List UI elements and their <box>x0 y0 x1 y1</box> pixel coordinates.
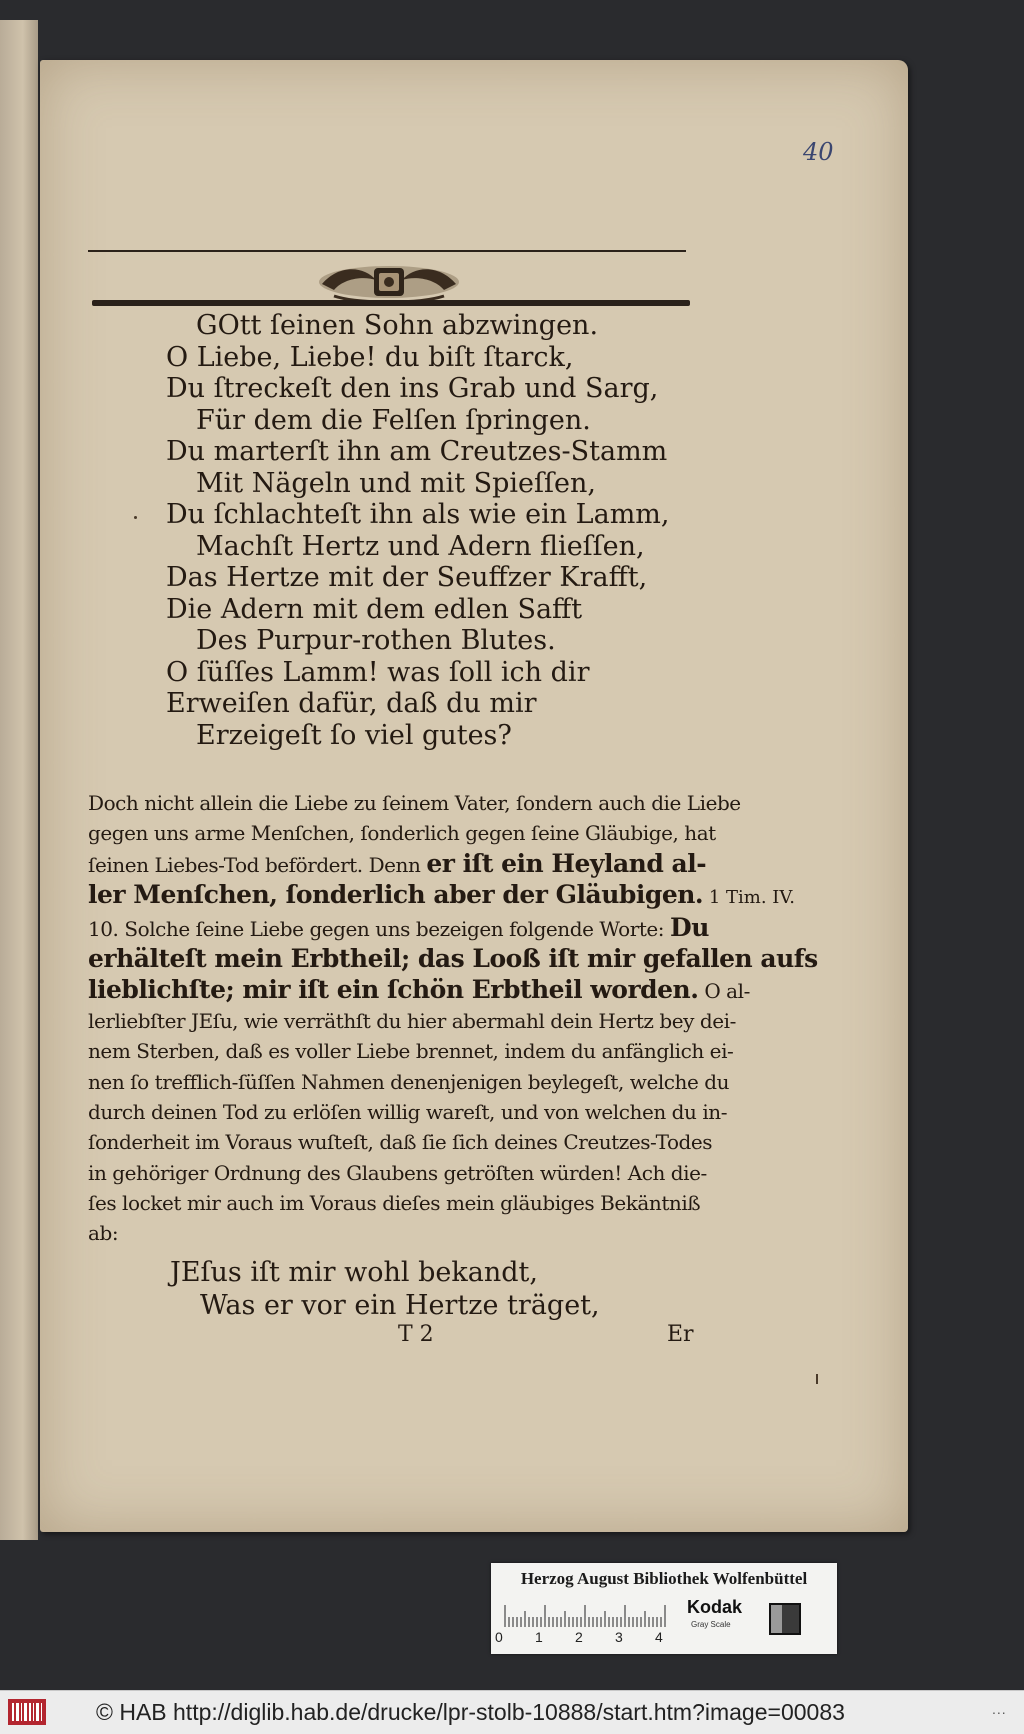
verse-line: O Liebe, Liebe! du biſt ſtarck, <box>166 341 574 373</box>
gray-scale-label: Gray Scale <box>691 1620 731 1629</box>
prose-line: lerliebſter JEſu, wie verräthſt du hier abermahl dein Hertz bey dei- <box>88 1009 736 1034</box>
prose-text: ſeinen Liebes-Tod befördert. Denn <box>88 852 427 877</box>
ornament-vignette <box>314 256 464 306</box>
verse-line: Das Hertze mit der Seuffzer Krafft, <box>166 562 648 593</box>
prose-line <box>88 879 795 913</box>
prose-line <box>88 913 709 944</box>
status-bar <box>0 1690 1024 1734</box>
ornament-rule <box>92 300 690 306</box>
library-name: Herzog August Bibliothek Wolfenbüttel <box>520 1569 808 1588</box>
ruler-scale <box>499 1601 679 1627</box>
ruler-number: 0 <box>495 1629 503 1645</box>
emphasis-text: Du <box>670 913 709 943</box>
verse-line: Die Adern mit dem edlen Safft <box>166 593 583 625</box>
prose-line: durch deinen Tod zu erlöſen willig wareſt, und von welchen du in- <box>88 1099 728 1124</box>
more-icon[interactable]: ... <box>992 1701 1007 1717</box>
page-number: 40 <box>803 138 834 166</box>
verse-line: Erweiſen dafür, daß du mir <box>166 688 537 719</box>
ink-speck <box>816 1374 818 1384</box>
signature-mark: T 2 <box>398 1322 434 1347</box>
facing-page-edge <box>0 20 38 1540</box>
verse-line: Du ſtreckeſt den ins Grab und Sarg, <box>166 373 659 404</box>
prose-line: nen ſo trefflich-ſüſſen Nahmen denenjenigen beylegeſt, welche du <box>88 1069 730 1094</box>
prose-line: ſonderheit im Voraus wuſteſt, daß ſie ſich deines Creutzes-Todes <box>88 1130 713 1155</box>
verse-line: JEſus iſt mir wohl bekandt, <box>170 1257 538 1288</box>
verse-line: Mit Nägeln und mit Spieſſen, <box>196 467 596 499</box>
barcode-icon <box>8 1699 46 1725</box>
gray-swatch <box>769 1603 801 1635</box>
prose-line <box>88 848 707 880</box>
top-rule <box>88 250 686 252</box>
verse-line: O ſüſſes Lamm! was ſoll ich dir <box>166 656 590 688</box>
verse-line: Für dem die Felſen ſpringen. <box>196 404 591 436</box>
prose-line: ſes locket mir auch im Voraus dieſes mein gläubiges Bekäntniß <box>88 1190 701 1215</box>
prose-line: in gehöriger Ordnung des Glaubens getröſten würden! Ach die- <box>88 1160 707 1185</box>
verse-line: Des Purpur-rothen Blutes. <box>196 625 556 656</box>
ruler-number: 2 <box>575 1629 583 1645</box>
verse-block-1 <box>166 310 670 751</box>
prose-line: erhälteſt mein Erbtheil; das Looß iſt mir gefallen aufs <box>88 944 818 974</box>
prose-text: O al- <box>698 978 750 1003</box>
ruler-number: 3 <box>615 1629 623 1645</box>
emphasis-text: lieblichſte; mir iſt ein ſchön Erbtheil worden. <box>88 974 699 1004</box>
prose-line <box>88 974 750 1006</box>
prose-line: nem Sterben, daß es voller Liebe brennet, indem du anfänglich ei- <box>88 1039 734 1064</box>
prose-line: Doch nicht allein die Liebe zu ſeinem Vater, ſondern auch die Liebe <box>88 791 741 815</box>
emphasis-text: ler Menſchen, ſonderlich aber der Gläubigen. <box>88 879 704 909</box>
verse-line: GOtt ſeinen Sohn abzwingen. <box>196 310 599 341</box>
prose-line: ab: <box>88 1221 119 1246</box>
verse-line: Was er vor ein Hertze träget, <box>200 1290 600 1321</box>
verse-line: Erzeigeſt ſo viel gutes? <box>196 719 512 751</box>
kodak-logo: Kodak <box>687 1597 743 1617</box>
verse-line: Du ſchlachteſt ihn als wie ein Lamm, <box>166 499 670 530</box>
ruler-numbers <box>495 1629 685 1647</box>
scripture-reference: 1 Tim. IV. <box>703 886 795 908</box>
source-url[interactable]: © HAB http://diglib.hab.de/drucke/lpr-stolb-10888/start.htm?image=00083 <box>96 1699 845 1725</box>
ruler-number: 4 <box>655 1629 663 1645</box>
color-scale-card <box>491 1563 837 1654</box>
verse-line: Du marterſt ihn am Creutzes-Stamm <box>166 436 668 467</box>
verse-block-2 <box>170 1256 600 1322</box>
prose-text: 10. Solche ſeine Liebe gegen uns bezeigen folgende Worte: <box>88 917 671 942</box>
verse-line: Machſt Hertz und Adern flieſſen, <box>196 530 645 562</box>
prose-paragraph <box>88 788 818 1248</box>
catchword: Er <box>667 1322 694 1347</box>
ruler-number: 1 <box>535 1629 543 1645</box>
prose-line: gegen uns arme Menſchen, ſonderlich gegen ſeine Gläubige, hat <box>88 821 716 846</box>
ink-speck <box>134 516 137 519</box>
emphasis-text: er iſt ein Heyland al- <box>426 848 707 878</box>
